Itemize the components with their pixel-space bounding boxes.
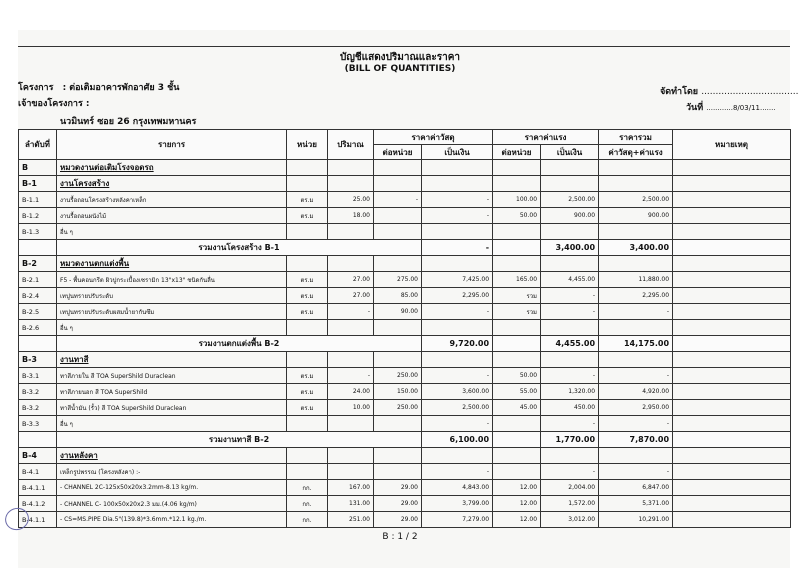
empty-cell <box>328 448 374 464</box>
row-code: B-4 <box>19 448 57 464</box>
col-qty: ปริมาณ <box>328 130 374 160</box>
row-labor-amount: - <box>541 368 599 384</box>
row-code: B-3.2 <box>19 384 57 400</box>
boq-table <box>18 129 791 528</box>
empty-cell <box>673 160 791 176</box>
empty-cell <box>287 256 328 272</box>
row-labor-unit: 100.00 <box>493 192 541 208</box>
item-row <box>19 368 791 384</box>
row-material-amount: - <box>422 464 493 480</box>
col-item: รายการ <box>57 130 287 160</box>
row-unit: กก. <box>287 480 328 496</box>
row-labor-unit <box>493 320 541 336</box>
empty-cell <box>19 336 57 352</box>
item-row <box>19 192 791 208</box>
row-labor-unit: 165.00 <box>493 272 541 288</box>
document-title: บัญชีแสดงปริมาณและราคา <box>339 52 461 63</box>
row-code: B-2.4 <box>19 288 57 304</box>
prepared-by-value: .................................. <box>701 87 799 97</box>
empty-cell <box>287 160 328 176</box>
row-qty: 27.00 <box>328 272 374 288</box>
row-material-unit: 85.00 <box>374 288 422 304</box>
subtotal-labor: 4,455.00 <box>541 336 599 352</box>
empty-cell <box>422 352 493 368</box>
row-labor-amount: - <box>541 464 599 480</box>
row-material-amount: 2,500.00 <box>422 400 493 416</box>
row-labor-amount: - <box>541 288 599 304</box>
row-desc: อื่น ๆ <box>57 416 287 432</box>
prepared-by-label: จัดทำโดย <box>660 87 699 97</box>
remark-cell <box>673 224 791 240</box>
row-code: B-4.1.1 <box>19 480 57 496</box>
item-row <box>19 320 791 336</box>
row-code: B-2 <box>19 256 57 272</box>
empty-cell <box>493 256 541 272</box>
remark-cell <box>673 272 791 288</box>
subtotal-material: 6,100.00 <box>422 432 493 448</box>
row-labor-unit: 12.00 <box>493 496 541 512</box>
row-total <box>599 320 673 336</box>
row-total: - <box>599 416 673 432</box>
empty-cell <box>422 256 493 272</box>
row-unit: ตร.ม <box>287 208 328 224</box>
row-labor-unit: 50.00 <box>493 208 541 224</box>
remark-cell <box>673 368 791 384</box>
row-code: B-1.1 <box>19 192 57 208</box>
empty-cell <box>328 352 374 368</box>
row-labor-amount: - <box>541 416 599 432</box>
row-material-amount: - <box>422 304 493 320</box>
row-labor-amount: - <box>541 304 599 320</box>
row-material-amount: 7,279.00 <box>422 512 493 528</box>
empty-cell <box>374 256 422 272</box>
item-row <box>19 304 791 320</box>
subtotal-total: 7,870.00 <box>599 432 673 448</box>
empty-cell <box>422 176 493 192</box>
row-labor-unit <box>493 464 541 480</box>
row-labor-amount: 4,455.00 <box>541 272 599 288</box>
row-code: B-2.6 <box>19 320 57 336</box>
row-material-unit <box>374 208 422 224</box>
remark-cell <box>673 192 791 208</box>
row-unit: กก. <box>287 512 328 528</box>
item-row <box>19 272 791 288</box>
subtotal-row <box>19 336 791 352</box>
row-desc: F5 - พื้นคอนกรีต ผิวปูกระเบื้องเซรามิก 13"x13" ชนิดกันลื่น <box>57 272 287 288</box>
empty-cell <box>541 352 599 368</box>
date-label: วันที่ <box>686 103 704 113</box>
empty-cell <box>493 176 541 192</box>
row-labor-unit: 50.00 <box>493 368 541 384</box>
row-code: B-4.1 <box>19 464 57 480</box>
row-desc: งานหลังคา <box>57 448 287 464</box>
project-label: โครงการ <box>18 83 54 93</box>
project-value: : ต่อเติมอาคารพักอาศัย 3 ชั้น <box>62 83 180 93</box>
row-total: - <box>599 464 673 480</box>
row-labor-amount: 3,012.00 <box>541 512 599 528</box>
empty-cell <box>673 256 791 272</box>
row-code: B-1.2 <box>19 208 57 224</box>
row-code: B-2.5 <box>19 304 57 320</box>
empty-cell <box>599 256 673 272</box>
row-material-amount <box>422 320 493 336</box>
col-material: ราคาค่าวัสดุ <box>374 130 493 145</box>
empty-cell <box>493 240 541 256</box>
empty-cell <box>599 352 673 368</box>
row-code: B-3.3 <box>19 416 57 432</box>
row-labor-unit: 12.00 <box>493 512 541 528</box>
row-code: B-4.1.1 <box>19 512 57 528</box>
row-qty: 24.00 <box>328 384 374 400</box>
col-no: ลำดับที่ <box>19 130 57 160</box>
row-qty <box>328 320 374 336</box>
row-labor-amount: 1,320.00 <box>541 384 599 400</box>
empty-cell <box>287 176 328 192</box>
col-total: ราคารวม <box>599 130 673 145</box>
row-unit <box>287 464 328 480</box>
row-labor-unit <box>493 416 541 432</box>
row-qty: 18.00 <box>328 208 374 224</box>
empty-cell <box>374 176 422 192</box>
subtotal-label: รวมงานตกแต่งพื้น B-2 <box>57 336 422 352</box>
col-remark: หมายเหตุ <box>673 130 791 160</box>
subtotal-label: รวมงานโครงสร้าง B-1 <box>57 240 422 256</box>
row-unit: ตร.ม <box>287 272 328 288</box>
remark-cell <box>673 512 791 528</box>
row-qty: - <box>328 368 374 384</box>
empty-cell <box>287 352 328 368</box>
item-row <box>19 480 791 496</box>
row-total: 10,291.00 <box>599 512 673 528</box>
row-material-amount: - <box>422 368 493 384</box>
row-desc: งานทาสี <box>57 352 287 368</box>
row-material-unit: 90.00 <box>374 304 422 320</box>
row-desc: งานรื้อถอนผนังไม้ <box>57 208 287 224</box>
empty-cell <box>541 160 599 176</box>
row-labor-amount: 1,572.00 <box>541 496 599 512</box>
row-material-unit <box>374 224 422 240</box>
row-total: 2,500.00 <box>599 192 673 208</box>
row-material-unit: 29.00 <box>374 496 422 512</box>
row-qty: 251.00 <box>328 512 374 528</box>
section-row <box>19 160 791 176</box>
row-labor-amount <box>541 320 599 336</box>
document-subtitle: (BILL OF QUANTITIES) <box>344 64 456 74</box>
empty-cell <box>422 448 493 464</box>
row-qty <box>328 224 374 240</box>
prepared-by <box>660 84 798 98</box>
empty-cell <box>422 160 493 176</box>
row-qty: 167.00 <box>328 480 374 496</box>
empty-cell <box>374 160 422 176</box>
row-desc: - CS=MS.PIPE Dia.5"(139.8)*3.6mm.*12.1 kg./m. <box>57 512 287 528</box>
subtotal-total: 3,400.00 <box>599 240 673 256</box>
empty-cell <box>328 256 374 272</box>
subtotal-labor: 3,400.00 <box>541 240 599 256</box>
row-material-amount: - <box>422 208 493 224</box>
row-material-amount: 7,425.00 <box>422 272 493 288</box>
project-line <box>18 80 179 94</box>
row-unit: ตร.ม <box>287 288 328 304</box>
row-labor-unit: รวม <box>493 288 541 304</box>
row-labor-unit: 12.00 <box>493 480 541 496</box>
remark-cell <box>673 496 791 512</box>
row-qty: 131.00 <box>328 496 374 512</box>
row-qty: - <box>328 304 374 320</box>
remark-cell <box>673 432 791 448</box>
section-row <box>19 176 791 192</box>
row-total: - <box>599 304 673 320</box>
remark-cell <box>673 480 791 496</box>
section-row <box>19 256 791 272</box>
row-qty <box>328 464 374 480</box>
row-labor-amount: 450.00 <box>541 400 599 416</box>
col-labor: ราคาค่าแรง <box>493 130 599 145</box>
row-desc: อื่น ๆ <box>57 224 287 240</box>
item-row <box>19 464 791 480</box>
item-row <box>19 224 791 240</box>
remark-cell <box>673 400 791 416</box>
row-code: B-3 <box>19 352 57 368</box>
row-material-unit: 250.00 <box>374 400 422 416</box>
empty-cell <box>493 352 541 368</box>
row-unit: ตร.ม <box>287 192 328 208</box>
row-code: B-2.1 <box>19 272 57 288</box>
empty-cell <box>673 176 791 192</box>
subtotal-total: 14,175.00 <box>599 336 673 352</box>
row-qty: 10.00 <box>328 400 374 416</box>
item-row <box>19 400 791 416</box>
empty-cell <box>328 160 374 176</box>
row-labor-unit: รวม <box>493 304 541 320</box>
row-total: 2,295.00 <box>599 288 673 304</box>
row-desc: ทาสีภายใน สี TOA SuperShild Duraclean <box>57 368 287 384</box>
empty-cell <box>287 448 328 464</box>
row-material-amount: 3,799.00 <box>422 496 493 512</box>
col-material-per-unit: ต่อหน่วย <box>374 145 422 160</box>
page-number: B : 1 / 2 <box>382 532 418 542</box>
col-labor-amount: เป็นเงิน <box>541 145 599 160</box>
row-unit: กก. <box>287 496 328 512</box>
empty-cell <box>599 176 673 192</box>
row-qty: 27.00 <box>328 288 374 304</box>
remark-cell <box>673 304 791 320</box>
row-qty <box>328 416 374 432</box>
item-row <box>19 288 791 304</box>
row-material-unit <box>374 320 422 336</box>
remark-cell <box>673 416 791 432</box>
row-unit: ตร.ม <box>287 304 328 320</box>
top-rule <box>18 46 790 47</box>
empty-cell <box>541 176 599 192</box>
subtotal-row <box>19 432 791 448</box>
subtotal-label: รวมงานทาสี B-2 <box>57 432 422 448</box>
row-desc: - CHANNEL C- 100x50x20x2.3 มม.(4.06 kg/m) <box>57 496 287 512</box>
row-desc: ทาสีภายนอก สี TOA SuperShild <box>57 384 287 400</box>
empty-cell <box>541 448 599 464</box>
row-desc: เหล็กรูปพรรณ (โครงหลังคา) :- <box>57 464 287 480</box>
remark-cell <box>673 240 791 256</box>
row-unit <box>287 224 328 240</box>
remark-cell <box>673 208 791 224</box>
row-material-amount: 2,295.00 <box>422 288 493 304</box>
subtotal-row <box>19 240 791 256</box>
row-total: 6,847.00 <box>599 480 673 496</box>
remark-cell <box>673 384 791 400</box>
row-qty: 25.00 <box>328 192 374 208</box>
row-total: 11,880.00 <box>599 272 673 288</box>
empty-cell <box>493 448 541 464</box>
row-material-unit: - <box>374 192 422 208</box>
remark-cell <box>673 288 791 304</box>
row-total <box>599 224 673 240</box>
remark-cell <box>673 336 791 352</box>
row-desc: - CHANNEL 2C-125x50x20x3.2mm-8.13 kg/m. <box>57 480 287 496</box>
subtotal-material: - <box>422 240 493 256</box>
date-value: ............8/03/11....... <box>706 104 776 112</box>
col-material-amount: เป็นเงิน <box>422 145 493 160</box>
row-material-unit: 29.00 <box>374 480 422 496</box>
remark-cell <box>673 320 791 336</box>
empty-cell <box>599 160 673 176</box>
col-material-plus-labor: ค่าวัสดุ+ค่าแรง <box>599 145 673 160</box>
row-material-amount <box>422 224 493 240</box>
empty-cell <box>599 448 673 464</box>
row-desc: หมวดงานตกแต่งพื้น <box>57 256 287 272</box>
row-material-amount: - <box>422 416 493 432</box>
col-unit: หน่วย <box>287 130 328 160</box>
row-unit: ตร.ม <box>287 368 328 384</box>
date <box>686 100 776 114</box>
row-material-unit: 29.00 <box>374 512 422 528</box>
empty-cell <box>493 432 541 448</box>
row-desc: งานโครงสร้าง <box>57 176 287 192</box>
row-code: B <box>19 160 57 176</box>
row-labor-amount: 2,500.00 <box>541 192 599 208</box>
row-code: B-1.3 <box>19 224 57 240</box>
item-row <box>19 512 791 528</box>
empty-cell <box>493 336 541 352</box>
empty-cell <box>541 256 599 272</box>
subtotal-labor: 1,770.00 <box>541 432 599 448</box>
empty-cell <box>19 240 57 256</box>
row-material-amount: 3,600.00 <box>422 384 493 400</box>
row-labor-amount <box>541 224 599 240</box>
empty-cell <box>19 432 57 448</box>
row-desc: เทปูนทรายปรับระดับ <box>57 288 287 304</box>
row-unit <box>287 320 328 336</box>
empty-cell <box>673 448 791 464</box>
item-row <box>19 416 791 432</box>
row-material-unit: 150.00 <box>374 384 422 400</box>
row-material-amount: 4,843.00 <box>422 480 493 496</box>
section-row <box>19 352 791 368</box>
row-unit: ตร.ม <box>287 384 328 400</box>
row-unit: ตร.ม <box>287 400 328 416</box>
col-labor-per-unit: ต่อหน่วย <box>493 145 541 160</box>
row-total: 4,920.00 <box>599 384 673 400</box>
row-material-unit <box>374 464 422 480</box>
row-code: B-3.1 <box>19 368 57 384</box>
row-material-unit: 275.00 <box>374 272 422 288</box>
row-labor-amount: 900.00 <box>541 208 599 224</box>
row-material-unit <box>374 416 422 432</box>
row-total: 2,950.00 <box>599 400 673 416</box>
row-desc: เทปูนทรายปรับระดับผสมน้ำยากันซึม <box>57 304 287 320</box>
project-address: นวมินทร์ ซอย 26 กรุงเทพมหานคร <box>60 117 197 127</box>
row-desc: อื่น ๆ <box>57 320 287 336</box>
item-row <box>19 384 791 400</box>
row-labor-unit: 45.00 <box>493 400 541 416</box>
row-desc: งานรื้อถอนโครงสร้างหลังคาเหล็ก <box>57 192 287 208</box>
row-desc: หมวดงานต่อเติมโรงจอดรถ <box>57 160 287 176</box>
owner-label: เจ้าของโครงการ : <box>18 99 90 109</box>
item-row <box>19 496 791 512</box>
section-row <box>19 448 791 464</box>
empty-cell <box>673 352 791 368</box>
row-material-unit: 250.00 <box>374 368 422 384</box>
empty-cell <box>493 160 541 176</box>
empty-cell <box>374 352 422 368</box>
row-labor-amount: 2,004.00 <box>541 480 599 496</box>
row-code: B-1 <box>19 176 57 192</box>
empty-cell <box>374 448 422 464</box>
row-desc: ทาสีน้ำมัน (รั้ว) สี TOA SuperShild Duraclean <box>57 400 287 416</box>
row-total: 5,371.00 <box>599 496 673 512</box>
row-labor-unit <box>493 224 541 240</box>
row-total: 900.00 <box>599 208 673 224</box>
empty-cell <box>328 176 374 192</box>
row-unit <box>287 416 328 432</box>
remark-cell <box>673 464 791 480</box>
item-row <box>19 208 791 224</box>
row-total: - <box>599 368 673 384</box>
row-labor-unit: 55.00 <box>493 384 541 400</box>
row-material-amount: - <box>422 192 493 208</box>
subtotal-material: 9,720.00 <box>422 336 493 352</box>
row-code: B-3.2 <box>19 400 57 416</box>
row-code: B-4.1.2 <box>19 496 57 512</box>
